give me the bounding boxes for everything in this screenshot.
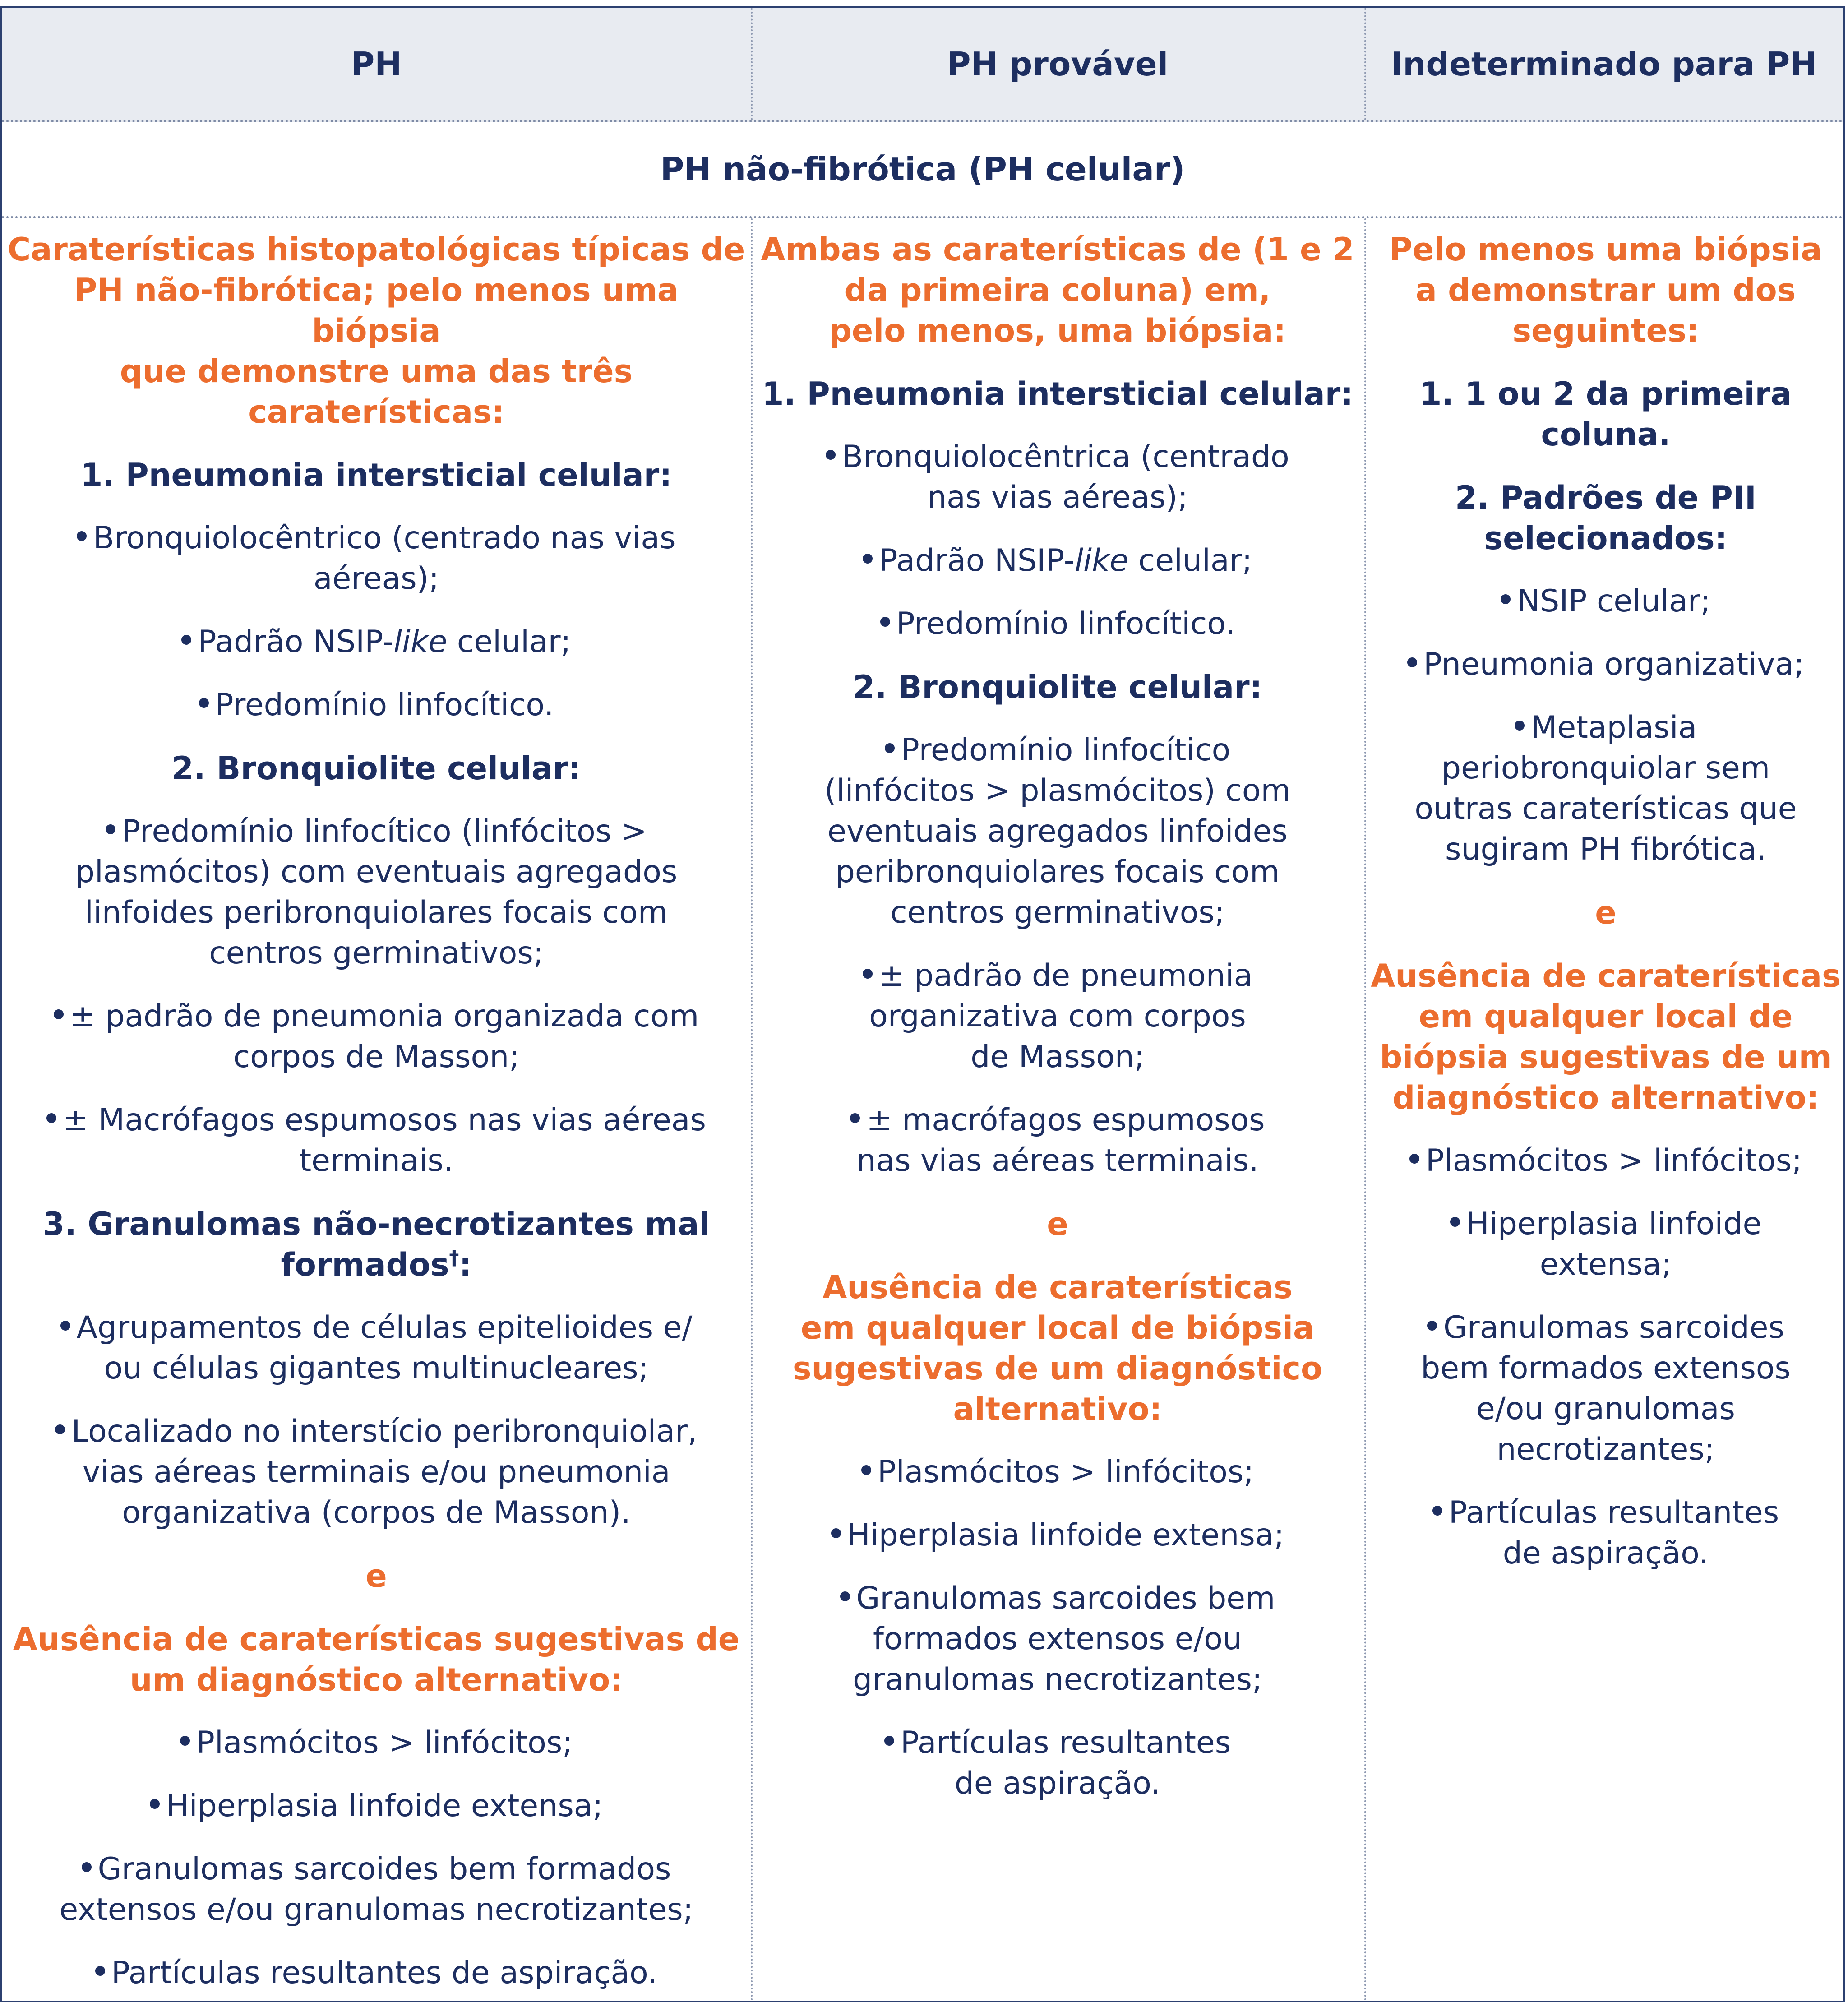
list-item: Partículas resultantes de aspiração. (1369, 1493, 1843, 1574)
list-item: ± padrão de pneumonia organizativa com corpos de Masson; (755, 956, 1360, 1077)
bullet-icon (880, 617, 890, 627)
bullet-icon (150, 1799, 160, 1809)
list-item: Granulomas sarcoides bem formados extensos e/ou granulomas necrotizantes; (755, 1578, 1360, 1700)
list-item: Hiperplasia linfoide extensa; (6, 1786, 746, 1826)
bullet-icon (831, 1528, 841, 1538)
bullet-icon (1450, 1217, 1460, 1227)
list-item: NSIP celular; (1369, 581, 1843, 622)
conjunction-e: e (1047, 1206, 1068, 1243)
list-item: Partículas resultantes de aspiração. (6, 1953, 746, 1993)
bullet-icon (1515, 721, 1525, 731)
bullet-icon (863, 969, 873, 979)
list-item: Localizado no interstício peribronquiolar, vias aéreas terminais e/ou pneumonia organizativa (corpos de Masson). (6, 1411, 746, 1533)
section-heading: 2. Padrões de PII selecionados: (1455, 479, 1756, 557)
table-header (2, 8, 1843, 122)
header-ph: PH (351, 45, 402, 83)
list-item: Metaplasia periobronquiolar sem outras caraterísticas que sugiram PH fibrótica. (1414, 710, 1797, 867)
list-item: Hiperplasia linfoide extensa; (1369, 1204, 1843, 1285)
criteria-table (0, 6, 1845, 2002)
bullet-icon (1432, 1506, 1442, 1516)
conjunction-e: e (1595, 894, 1617, 931)
header-ph-provavel: PH provável (947, 45, 1169, 83)
column-ph (6, 229, 746, 2016)
section-heading: 1. 1 ou 2 da primeira coluna. (1419, 375, 1792, 453)
column-indeterminado (1369, 229, 1843, 1596)
section-heading: 1. Pneumonia intersticial celular: (762, 375, 1354, 412)
absence-heading: Ausência de caraterísticas sugestivas de um diagnóstico alternativo: (13, 1621, 740, 1698)
column-divider (751, 8, 753, 120)
list-item: Partículas resultantes de aspiração. (755, 1723, 1360, 1804)
list-item: Predomínio linfocítico. (6, 685, 746, 726)
absence-heading: Ausência de caraterísticas em qualquer local de biópsia sugestivas de um diagnóstico alternativo: (792, 1269, 1323, 1428)
bullet-icon (199, 698, 209, 708)
column-ph-provavel (755, 229, 1360, 1826)
list-item: Plasmócitos > linfócitos; (6, 1723, 746, 1763)
bullet-icon (55, 1424, 65, 1434)
bullet-icon (54, 1009, 64, 1019)
bullet-icon (861, 1465, 871, 1475)
section-heading: 1. Pneumonia intersticial celular: (80, 457, 672, 494)
list-item: Predomínio linfocítico. (755, 604, 1360, 644)
bullet-icon (46, 1113, 56, 1123)
bullet-icon (863, 554, 873, 564)
bullet-icon (181, 635, 191, 645)
bullet-icon (840, 1591, 850, 1601)
bullet-icon (884, 1736, 894, 1746)
intro-text: Pelo menos uma biópsia a demonstrar um dos seguintes: (1389, 231, 1822, 349)
list-item: ± Macrófagos espumosos nas vias aéreas terminais. (6, 1100, 746, 1181)
bullet-icon (77, 531, 87, 541)
bullet-icon (106, 824, 116, 834)
conjunction-e: e (365, 1558, 387, 1595)
section-heading: 2. Bronquiolite celular: (853, 669, 1262, 706)
bullet-icon (1427, 1321, 1437, 1331)
section-heading: 2. Bronquiolite celular: (171, 750, 581, 787)
column-divider (1364, 218, 1366, 2002)
list-item: Hiperplasia linfoide extensa; (755, 1515, 1360, 1556)
list-item: Padrão NSIP-like celular; (755, 541, 1360, 581)
list-item: Predomínio linfocítico (linfócitos > plasmócitos) com eventuais agregados linfoides peribronquiolares focais com centros germinativos; (75, 814, 678, 971)
absence-heading: Ausência de caraterísticas em qualquer local de biópsia sugestivas de um diagnóstico alternativo: (1371, 957, 1841, 1116)
list-item: Predomínio linfocítico (linfócitos > plasmócitos) com eventuais agregados linfoides peribronquiolares focais com centros germinativos; (824, 732, 1291, 930)
bullet-icon (850, 1113, 860, 1123)
bullet-icon (82, 1862, 92, 1872)
bullet-icon (60, 1321, 70, 1331)
list-item: Plasmócitos > linfócitos; (755, 1452, 1360, 1493)
list-item: ± padrão de pneumonia organizada com corpos de Masson; (6, 996, 746, 1077)
bullet-icon (1501, 594, 1511, 604)
intro-text: Caraterísticas histopatológicas típicas de PH não-fibrótica; pelo menos uma biópsia que demonstre uma das três caraterísticas: (7, 231, 745, 430)
list-item: Granulomas sarcoides bem formados extensos e/ou granulomas necrotizantes; (1421, 1310, 1791, 1467)
list-item: Padrão NSIP-like celular; (6, 622, 746, 662)
list-item: ± macrófagos espumosos nas vias aéreas terminais. (755, 1100, 1360, 1181)
list-item: Plasmócitos > linfócitos; (1369, 1141, 1843, 1181)
intro-text: Ambas as caraterísticas de (1 e 2 da primeira coluna) em, pelo menos, uma biópsia: (761, 231, 1354, 349)
list-item: Pneumonia organizativa; (1369, 644, 1843, 685)
list-item: Bronquiolocêntrica (centrado nas vias aéreas); (755, 437, 1360, 518)
bullet-icon (1409, 1154, 1419, 1164)
bullet-icon (180, 1736, 190, 1746)
bullet-icon (95, 1966, 105, 1976)
list-item: Bronquiolocêntrico (centrado nas vias aéreas); (6, 518, 746, 599)
list-item: Granulomas sarcoides bem formados extensos e/ou granulomas necrotizantes; (59, 1851, 693, 1928)
subheader-ph-nao-fibrotica: PH não-fibrótica (PH celular) (2, 122, 1843, 218)
list-item: Agrupamentos de células epitelioides e/ ou células gigantes multinucleares; (6, 1308, 746, 1389)
bullet-icon (826, 450, 836, 460)
column-divider (1364, 8, 1366, 120)
bullet-icon (885, 743, 895, 753)
header-indeterminado: Indeterminado para PH (1391, 45, 1817, 83)
section-heading: 3. Granulomas não-necrotizantes mal formados†: (42, 1206, 710, 1283)
bullet-icon (1407, 657, 1417, 667)
column-divider (751, 218, 753, 2002)
